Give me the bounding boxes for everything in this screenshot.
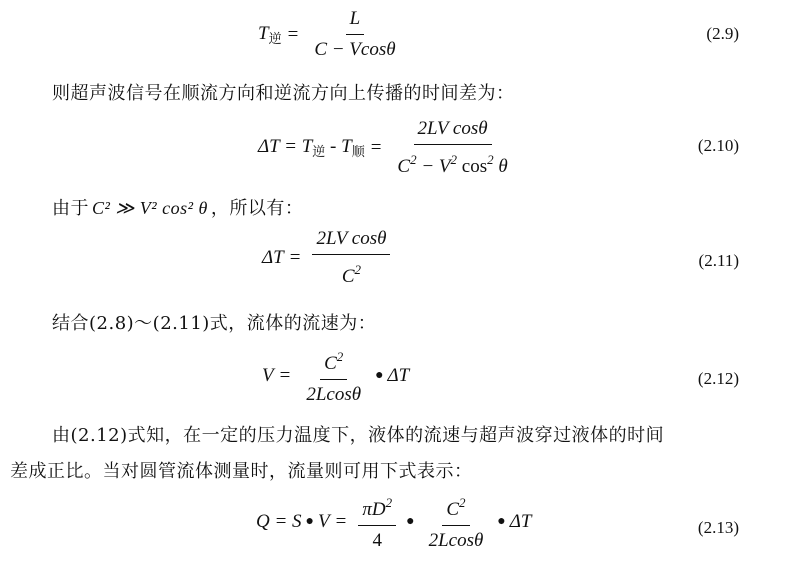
paragraph-combine: 结合(2.8)～(2.11)式，流体的流速为：: [52, 313, 377, 334]
equation-2-9: $T_逆$ = $\frac{L}{C - Vcos\theta}$: [258, 6, 406, 63]
eq-2-11-fraction: $\frac{\text{2LV cosθ}}{C^2}$: [312, 226, 390, 290]
paragraph-since: 由于 C² ≫ V² cos² θ ，所以有：: [52, 198, 304, 219]
equation-number: (2.9): [706, 24, 739, 43]
equation-2-13: Q = S ● V = $\frac{\pi D^2}{4}$ ● $\frac{C^2}{2Lcos\theta}$ ● ΔT: [256, 490, 531, 554]
eq-2-9-fraction: $\frac{L}{C - Vcos\theta}$: [314, 8, 396, 60]
equation-number: (2.12): [697, 369, 739, 388]
eq-2-10-fraction: $\frac{\text{2LV cosθ}}{C^2 - V^2 \cos^2 \theta}$: [397, 118, 508, 177]
paragraph-conclusion-line2: 差成正比。当对圆管流体测量时，流量则可用下式表示：: [10, 461, 473, 482]
equation-number: (2.13): [697, 518, 739, 537]
paragraph-conclusion-line1: 由(2.12)式知，在一定的压力温度下，液体的流速与超声波穿过液体的时间: [52, 425, 665, 446]
eq-2-9-lhs: $T_逆$: [258, 22, 282, 46]
paragraph-time-difference: 则超声波信号在顺流方向和逆流方向上传播的时间差为：: [52, 83, 515, 104]
equation-number: (2.11): [698, 251, 739, 270]
equation-number: (2.10): [697, 136, 739, 155]
equation-2-11: ΔT = $\frac{\text{2LV cosθ}}{C^2}$: [262, 226, 396, 290]
equation-2-12: V = $\frac{C^2}{2Lcos\theta}$ ● ΔT: [262, 344, 409, 408]
eq-2-13-fraction-2: $\frac{C^2}{2Lcos\theta}$: [425, 490, 488, 554]
eq-2-10-lhs: $\Delta T = T_逆 - T_顺$: [258, 136, 365, 159]
equation-2-10: $\Delta T = T_逆 - T_顺$ = $\frac{\text{2LV cosθ}}{C^2 - V^2 \cos^2 \theta}$: [258, 116, 518, 180]
eq-2-12-fraction: $\frac{C^2}{2Lcos\theta}$: [302, 344, 365, 408]
eq-2-13-fraction-1: $\frac{\pi D^2}{4}$: [358, 490, 396, 554]
